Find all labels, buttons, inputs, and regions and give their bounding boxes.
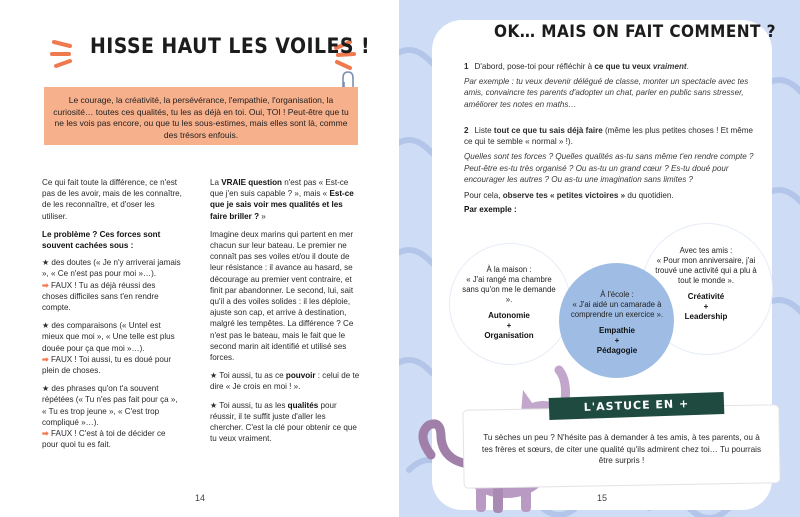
intro-box: Le courage, la créativité, la persévérance, l'empathie, l'organisation, la curiosité… toutes ces qualités, tu les as déjà en toi. Oui, TOI ! Peut-être que tu ne les vois pas encore, ou que tu les sous-estimes, mais elles sont là, comme des trésors enfouis. [44, 87, 358, 145]
phrases-text: des phrases qu'on t'a souvent répétées (« Tu n'es pas fait pour ça », « Tu es trop jeune », « C'est trop compliqué »…). [42, 384, 178, 427]
bubble-home: À la maison : « J'ai rangé ma chambre sans qu'on me le demande ». Autonomie + Organisation [462, 265, 556, 340]
star-icon: ★ [42, 321, 50, 331]
example-label: Par exemple : [464, 205, 517, 215]
bubble-friends: Avec tes amis : « Pour mon anniversaire, j'ai trouvé une activité qui a plu à tout le monde ». Créativité + Leadership [655, 246, 757, 321]
arrow-right-icon: ➡ [42, 354, 49, 364]
phrases-item [42, 383, 182, 450]
right-page [399, 0, 800, 517]
star-icon: ★ [210, 371, 218, 381]
comparison-reply: FAUX ! Toi aussi, tu es doué pour plein de choses. [42, 354, 172, 376]
star-icon: ★ [42, 258, 50, 268]
comparison-item [42, 320, 182, 376]
doubt-item [42, 257, 182, 313]
left-column-2 [210, 177, 360, 451]
star-icon: ★ [42, 384, 50, 394]
astuce-banner: L'ASTUCE EN + [549, 392, 725, 420]
right-page-title: OK… MAIS ON FAIT COMMENT ? [494, 22, 777, 42]
left-page-title: HISSE HAUT LES VOILES ! [90, 34, 371, 58]
problem-heading: Le problème ? Ces forces sont souvent cachées sous : [42, 229, 161, 251]
power-item: ★ Toi aussi, tu as ce pouvoir : celui de te dire « Je crois en moi ! ». [210, 371, 360, 392]
comparison-text: des comparaisons (« Untel est mieux que moi », « Une telle est plus douée pour ça que moi »…). [42, 321, 175, 353]
left-column-1 [42, 177, 182, 450]
doubt-text: des doutes (« Je n'y arriverai jamais », « Ce n'est pas pour moi »…). [42, 258, 181, 279]
col1-paragraph: Ce qui fait toute la différence, ce n'est pas de les avoir, mais de les connaître, de les reconnaître, et d'oser les utiliser. [42, 178, 182, 221]
step-1-example: Par exemple : tu veux devenir délégué de classe, monter un spectacle avec tes amis, convaincre tes parents d'adopter un chat, parler en public sans stresser, améliorer tes notes en maths… [464, 77, 749, 109]
page-number-left: 14 [195, 493, 206, 503]
left-page [0, 0, 399, 517]
arrow-right-icon: ➡ [42, 429, 49, 439]
star-icon: ★ [210, 400, 218, 410]
bubble-school: À l'école : « J'ai aidé un camarade à comprendre un exercice ». Empathie + Pédagogie [570, 290, 664, 355]
doubt-reply: FAUX ! Tu as déjà réussi des choses difficiles sans t'en rendre compte. [42, 280, 159, 313]
step-2-number: 2 [464, 126, 469, 135]
phrases-reply: FAUX ! C'est à toi de décider ce pour quoi tu es fait. [42, 429, 166, 450]
step-1-number: 1 [464, 62, 469, 71]
astuce-text: Tu sèches un peu ? N'hésite pas à demander à tes amis, à tes parents, ou à tes frères et sœurs, de citer une qualité qu'ils admirent chez toi… Tu pourrais être surpris ! [481, 433, 762, 465]
qualities-item: ★ Toi aussi, tu as les qualités pour réussir, il te suffit juste d'aller les chercher. C'est la clé pour obtenir ce que tu veux vraiment. [210, 400, 357, 444]
page-number-right: 15 [597, 493, 608, 503]
real-question: La VRAIE question n'est pas « Est-ce que j'en suis capable ? », mais « Est-ce que je sais voir mes qualités et les faire briller ? » [210, 178, 354, 221]
step-2: 2 Liste tout ce que tu sais déjà faire (même les plus petites choses ! Et même ce qui te semble « normal » !). Quelles sont tes forces ? Quelles qualités as-tu sans même t'en rendre compte ? Peut-être es-tu très organisé ? Ou as-tu un grand cœur ? Es-tu doué pour encourager les autres ? Ou as-tu une imagination sans limites ? Pour cela, observe tes « petites victoires » du quotidien. Par exemple : [464, 126, 754, 215]
sailors-story: Imagine deux marins qui partent en mer chacun sur leur bateau. Le premier ne connaît pas ses voiles et/ou il doute de leur résistance : il avance au hasard, se décourage au premier vent contraire, et finit par abandonner. Le second, lui, sait qu'il a des voiles solides : il les déploie, ajuste son cap, et arrive à destination, malgré les tempêtes. La différence ? Ce n'est pas le bateau, mais le fait que le second marin ait identifié et utilisé ses forces. [210, 229, 354, 363]
step-2-questions: Quelles sont tes forces ? Quelles qualités as-tu sans même t'en rendre compte ? Peut-être es-tu très organisé ? Ou as-tu un grand cœur ? Es-tu doué pour encourager les autres ? Ou as-tu une imagination sans limites ? [464, 152, 754, 184]
arrow-right-icon: ➡ [42, 280, 49, 290]
step-1: 1 D'abord, pose-toi pour réfléchir à ce que tu veux vraiment. Par exemple : tu veux devenir délégué de classe, monter un spectacle avec tes amis, convaincre tes parents d'adopter un chat, parler en public sans stresser, améliorer tes notes en maths… [464, 62, 749, 109]
